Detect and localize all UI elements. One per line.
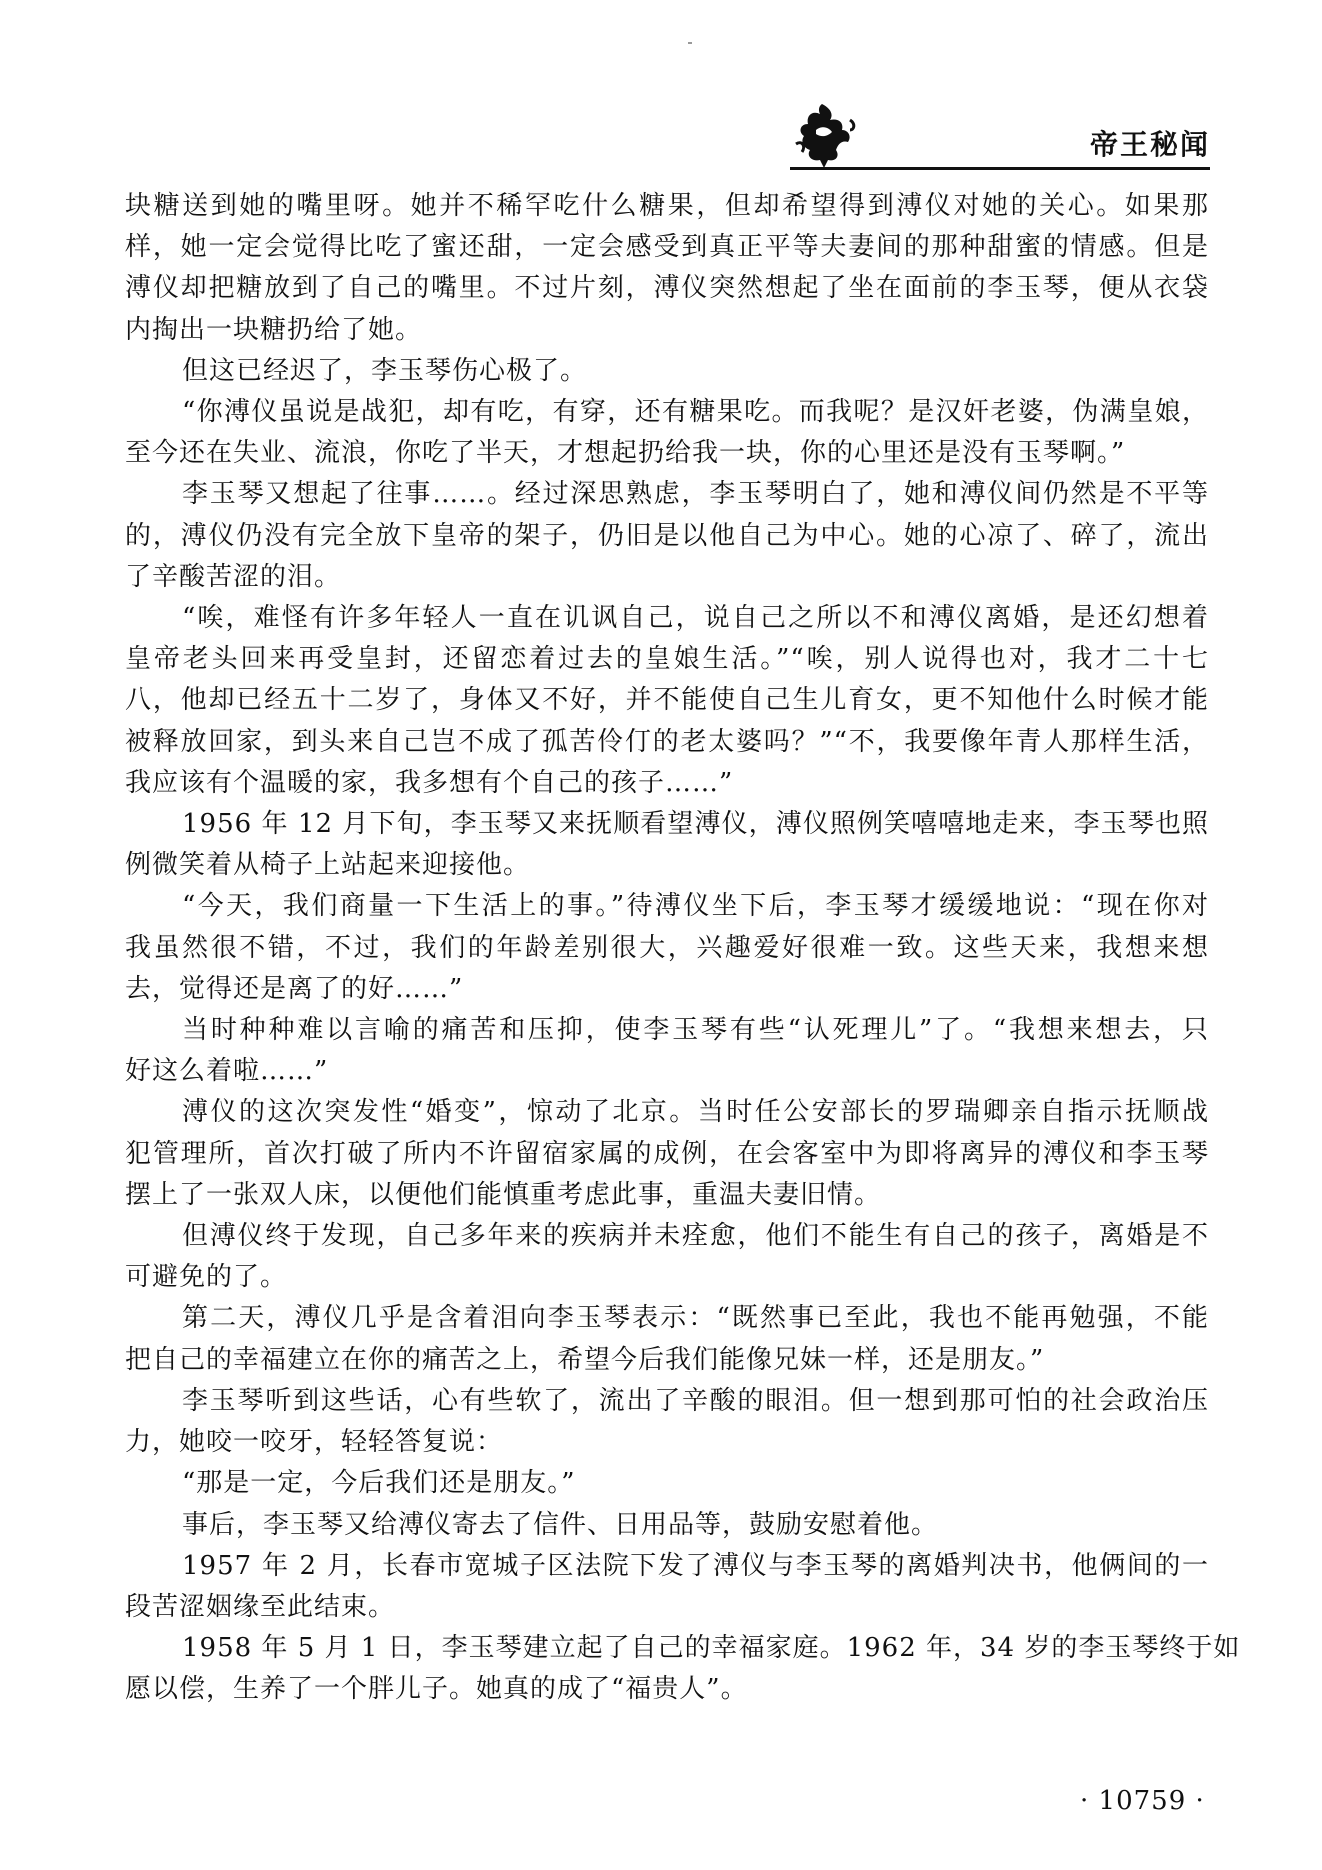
text-line: 但溥仪终于发现，自己多年来的疾病并未痊愈，他们不能生有自己的孩子，离婚是不: [182, 1221, 1209, 1252]
paragraph: [125, 598, 1209, 804]
paragraph: [125, 1546, 1209, 1628]
paragraph: [125, 1216, 1209, 1298]
paragraph: [125, 804, 1209, 886]
text-line: 去，觉得还是离了的好……”: [125, 973, 464, 1004]
paragraph: [125, 1010, 1209, 1092]
text-line: 犯管理所，首次打破了所内不许留宿家属的成例，在会客室中为即将离异的溥仪和李玉琴: [125, 1138, 1209, 1169]
text-line: 块糖送到她的嘴里呀。她并不稀罕吃什么糖果，但却希望得到溥仪对她的关心。如果那: [125, 191, 1209, 221]
text-line: 样，她一定会觉得比吃了蜜还甜，一定会感受到真正平等夫妻间的那种甜蜜的情感。但是: [125, 232, 1209, 263]
text-line: 溥仪却把糖放到了自己的嘴里。不过片刻，溥仪突然想起了坐在面前的李玉琴，便从衣袋: [125, 273, 1209, 304]
text-line: 摆上了一张双人床，以便他们能慎重考虑此事，重温夫妻旧情。: [125, 1179, 882, 1210]
text-line: “唉，难怪有许多年轻人一直在讥讽自己，说自己之所以不和溥仪离婚，是还幻想着: [182, 603, 1209, 634]
text-line: 力，她咬一咬牙，轻轻答复说：: [125, 1427, 504, 1458]
text-line: 但这已经迟了，李玉琴伤心极了。: [182, 355, 588, 386]
dragon-emblem-icon: [790, 100, 860, 170]
text-line: 把自己的幸福建立在你的痛苦之上，希望今后我们能像兄妹一样，还是朋友。”: [125, 1344, 1045, 1375]
text-line: 我虽然很不错，不过，我们的年龄差别很大，兴趣爱好很难一致。这些天来，我想来想: [125, 932, 1209, 963]
running-title: 帝王秘闻: [1089, 128, 1210, 161]
text-line: 段苦涩姻缘至此结束。: [125, 1591, 396, 1622]
page-number: · 10759 ·: [1080, 1786, 1205, 1816]
scan-speck: [688, 42, 692, 44]
text-line: 可避免的了。: [125, 1262, 288, 1293]
text-line: 愿以偿，生养了一个胖儿子。她真的成了“福贵人”。: [125, 1674, 748, 1705]
text-line: “你溥仪虽说是战犯，却有吃，有穿，还有糖果吃。而我呢？是汉奸老婆，伪满皇娘，: [182, 397, 1209, 428]
paragraph: [125, 186, 1209, 351]
paragraph: [125, 886, 1209, 1010]
text-line: 例微笑着从椅子上站起来迎接他。: [125, 850, 531, 881]
text-line: 事后，李玉琴又给溥仪寄去了信件、日用品等，鼓励安慰着他。: [182, 1509, 939, 1540]
paragraph: [125, 1092, 1209, 1216]
paragraph: [125, 1628, 1241, 1710]
text-line: “那是一定，今后我们还是朋友。”: [182, 1468, 576, 1499]
paragraph: [125, 1381, 1209, 1463]
text-line: “今天，我们商量一下生活上的事。”待溥仪坐下后，李玉琴才缓缓地说：“现在你对: [182, 891, 1209, 922]
text-line: 至今还在失业、流浪，你吃了半天，才想起扔给我一块，你的心里还是没有玉琴啊。”: [125, 438, 1126, 469]
text-line: 被释放回家，到头来自己岂不成了孤苦伶仃的老太婆吗？”“不，我要像年青人那样生活，: [125, 726, 1209, 757]
text-line: 李玉琴又想起了往事……。经过深思熟虑，李玉琴明白了，她和溥仪间仍然是不平等: [182, 479, 1209, 510]
text-line: 了辛酸苦涩的泪。: [125, 561, 342, 592]
text-line: 好这么着啦……”: [125, 1056, 329, 1087]
text-line: 内掏出一块糖扔给了她。: [125, 314, 423, 345]
paragraph: [125, 474, 1209, 598]
text-line: 第二天，溥仪几乎是含着泪向李玉琴表示：“既然事已至此，我也不能再勉强，不能: [182, 1303, 1209, 1334]
paragraph: [125, 1463, 1209, 1504]
running-header: [780, 95, 1210, 175]
text-line: 李玉琴听到这些话，心有些软了，流出了辛酸的眼泪。但一想到那可怕的社会政治压: [182, 1385, 1209, 1416]
text-line: 的，溥仪仍没有完全放下皇帝的架子，仍旧是以他自己为中心。她的心凉了、碎了，流出: [125, 520, 1209, 551]
paragraph: [125, 1298, 1209, 1380]
text-line: 八，他却已经五十二岁了，身体又不好，并不能使自己生儿育女，更不知他什么时候才能: [125, 685, 1209, 716]
text-line: 我应该有个温暖的家，我多想有个自己的孩子……”: [125, 767, 734, 798]
paragraph: [125, 1505, 1209, 1546]
body-text: [125, 186, 1241, 1711]
text-line: 皇帝老头回来再受皇封，还留恋着过去的皇娘生活。”“唉，别人说得也对，我才二十七: [125, 644, 1209, 675]
text-line: 1957 年 2 月，长春市宽城子区法院下发了溥仪与李玉琴的离婚判决书，他俩间的一: [182, 1550, 1209, 1581]
header-rule: [790, 167, 1210, 170]
text-line: 1958 年 5 月 1 日，李玉琴建立起了自己的幸福家庭。1962 年，34 岁的李玉琴终于如: [182, 1633, 1241, 1664]
text-line: 1956 年 12 月下旬，李玉琴又来抚顺看望溥仪，溥仪照例笑嘻嘻地走来，李玉琴也照: [182, 809, 1209, 840]
text-line: 当时种种难以言喻的痛苦和压抑，使李玉琴有些“认死理儿”了。“我想来想去，只: [182, 1015, 1209, 1046]
paragraph: [125, 351, 1209, 392]
text-line: 溥仪的这次突发性“婚变”，惊动了北京。当时任公安部长的罗瑞卿亲自指示抚顺战: [182, 1097, 1209, 1128]
paragraph: [125, 392, 1209, 474]
